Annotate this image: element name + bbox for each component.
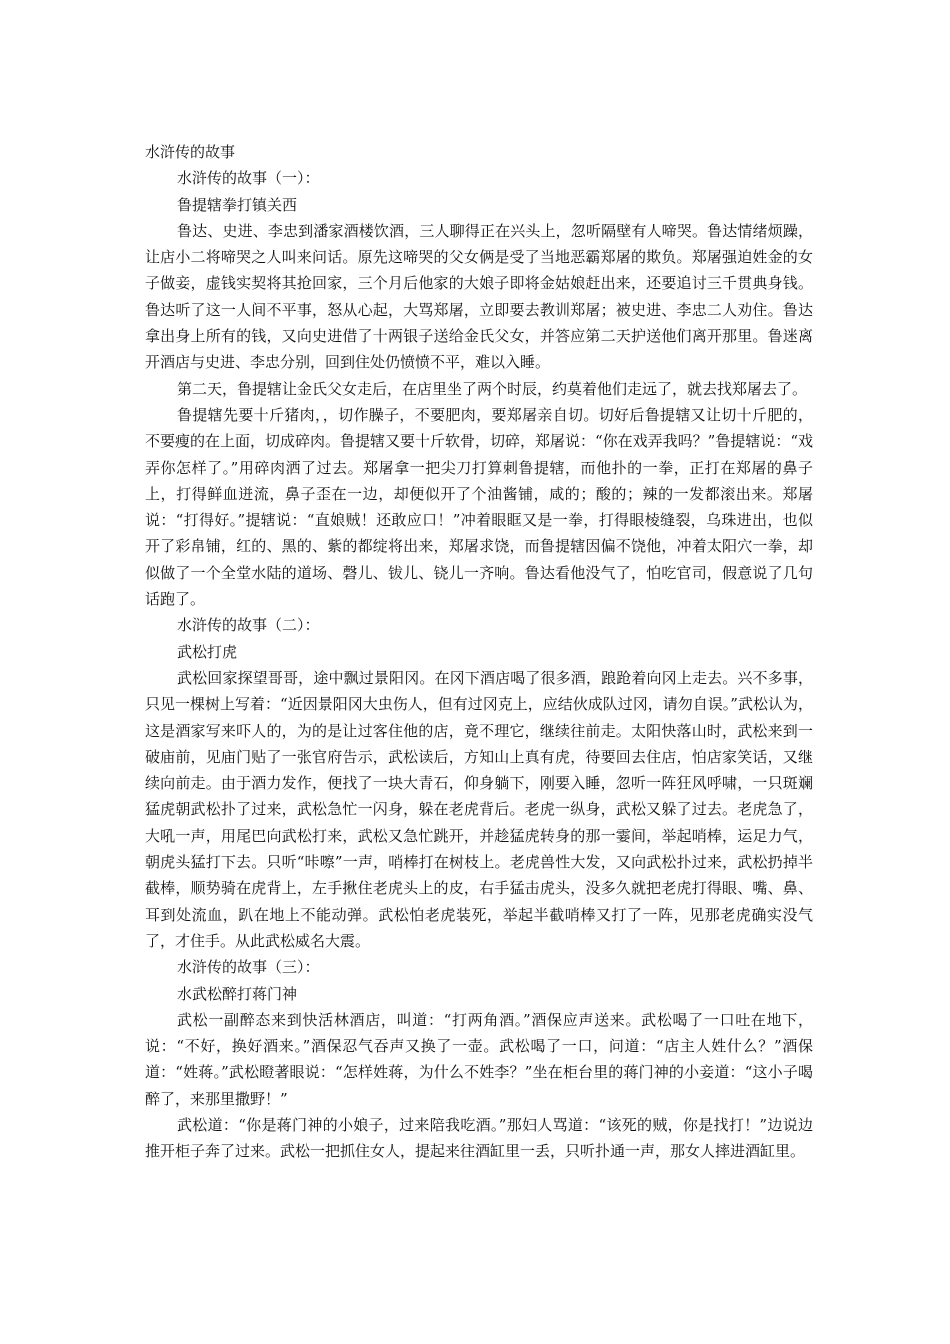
story-paragraph: 武松一副醉态来到快活林酒店，叫道：“打两角酒。”酒保应声送来。武松喝了一口吐在地下，说：“不好，换好酒来。”酒保忍气吞声又换了一壶。武松喝了一口，问道：“店主人姓什么？”酒保道：“姓蒋。”武松瞪著眼说：“怎样姓蒋，为什么不姓李？”坐在柜台里的蒋门神的小妾道：“这小子喝醉了，来那里撒野！”	[145, 1010, 813, 1108]
story-subtitle: 鲁提辖拳打镇关西	[177, 195, 298, 214]
story-subtitle: 水武松醉打蒋门神	[177, 984, 298, 1003]
story-heading: 水浒传的故事（一）：	[177, 169, 320, 188]
story-paragraph: 鲁提辖先要十斤猪肉，，切作臊子，不要肥肉，要郑屠亲自切。切好后鲁提辖又让切十斤肥的，不要瘦的在上面，切成碎肉。鲁提辖又要十斤软骨，切碎，郑屠说：“你在戏弄我吗？”鲁提辖说：“戏弄你怎样了。”用碎肉洒了过去。郑屠拿一把尖刀打算刺鲁提辖，而他扑的一拳，正打在郑屠的鼻子上，打得鲜血迸流，鼻子歪在一边，却便似开了个油酱铺，咸的；酸的；辣的一发都滚出来。郑屠说：“打得好。”提辖说：“直娘贼！还敢应口！”冲着眼眶又是一拳，打得眼棱缝裂，乌珠进出，也似开了彩帛铺，红的、黑的、紫的都绽将出来，郑屠求饶，而鲁提辖因偏不饶他，冲着太阳穴一拳，却似做了一个全堂水陆的道场、磬儿、钹儿、铙儿一齐响。鲁达看他没气了，怕吃官司，假意说了几句话跑了。	[145, 405, 814, 609]
story-subtitle: 武松打虎	[177, 642, 238, 661]
story-heading: 水浒传的故事（三）：	[177, 958, 320, 977]
story-paragraph: 武松回家探望哥哥，途中飘过景阳冈。在冈下酒店喝了很多酒，踉跄着向冈上走去。兴不多事，只见一棵树上写着：“近因景阳冈大虫伤人，但有过冈克上，应结伙成队过冈，请勿自误。”武松认为，这是酒家写来吓人的，为的是让过客住他的店，竟不理它，继续往前走。太阳快落山时，武松来到一破庙前，见庙门贴了一张官府告示，武松读后，方知山上真有虎，待要回去住店，怕店家笑话，又继续向前走。由于酒力发作，便找了一块大青石，仰身躺下，刚要入睡，忽听一阵狂风呼啸，一只斑斓猛虎朝武松扑了过来，武松急忙一闪身，躲在老虎背后。老虎一纵身，武松又躲了过去。老虎急了，大吼一声，用尾巴向武松打来，武松又急忙跳开，并趁猛虎转身的那一霎间，举起哨棒，运足力气，朝虎头猛打下去。只听“咔嚓”一声，哨棒打在树枝上。老虎兽性大发，又向武松扑过来，武松扔掉半截棒，顺势骑在虎背上，左手揪住老虎头上的皮，右手猛击虎头，没多久就把老虎打得眼、嘴、鼻、耳到处流血，趴在地上不能动弹。武松怕老虎装死，举起半截哨棒又打了一阵，见那老虎确实没气了，才住手。从此武松威名大震。	[145, 668, 813, 950]
story-paragraph: 鲁达、史进、李忠到潘家酒楼饮酒，三人聊得正在兴头上，忽听隔壁有人啼哭。鲁达情绪烦躁，让店小二将啼哭之人叫来问话。原先这啼哭的父女俩是受了当地恶霸郑屠的欺负。郑屠强迫姓金的女子做妾，虚钱实契将其抢回家，三个月后他家的大娘子即将金姑娘赶出来，还要追讨三千贯典身钱。鲁达听了这一人间不平事，怒从心起，大骂郑屠，立即要去教训郑屠；被史进、李忠二人劝住。鲁达拿出身上所有的钱，又向史进借了十两银子送给金氏父女，并答应第二天护送他们离开那里。鲁迷离开酒店与史进、李忠分别，回到住处仍愤愤不平，难以入睡。	[145, 221, 813, 372]
document-page	[145, 139, 813, 1165]
story-paragraph: 武松道：“你是蒋门神的小娘子，过来陪我吃酒。”那妇人骂道：“该死的贼，你是找打！”边说边推开柜子奔了过来。武松一把抓住女人，提起来往酒缸里一丢，只听扑通一声，那女人摔进酒缸里。	[145, 1115, 813, 1161]
story-heading: 水浒传的故事（二）：	[177, 616, 320, 635]
story-2	[145, 612, 813, 954]
story-paragraph: 第二天，鲁提辖让金氏父女走后，在店里坐了两个时辰，约莫着他们走远了，就去找郑屠去了。	[177, 379, 808, 398]
story-1	[145, 165, 813, 612]
story-3	[145, 954, 813, 1164]
document-title: 水浒传的故事	[145, 143, 236, 161]
